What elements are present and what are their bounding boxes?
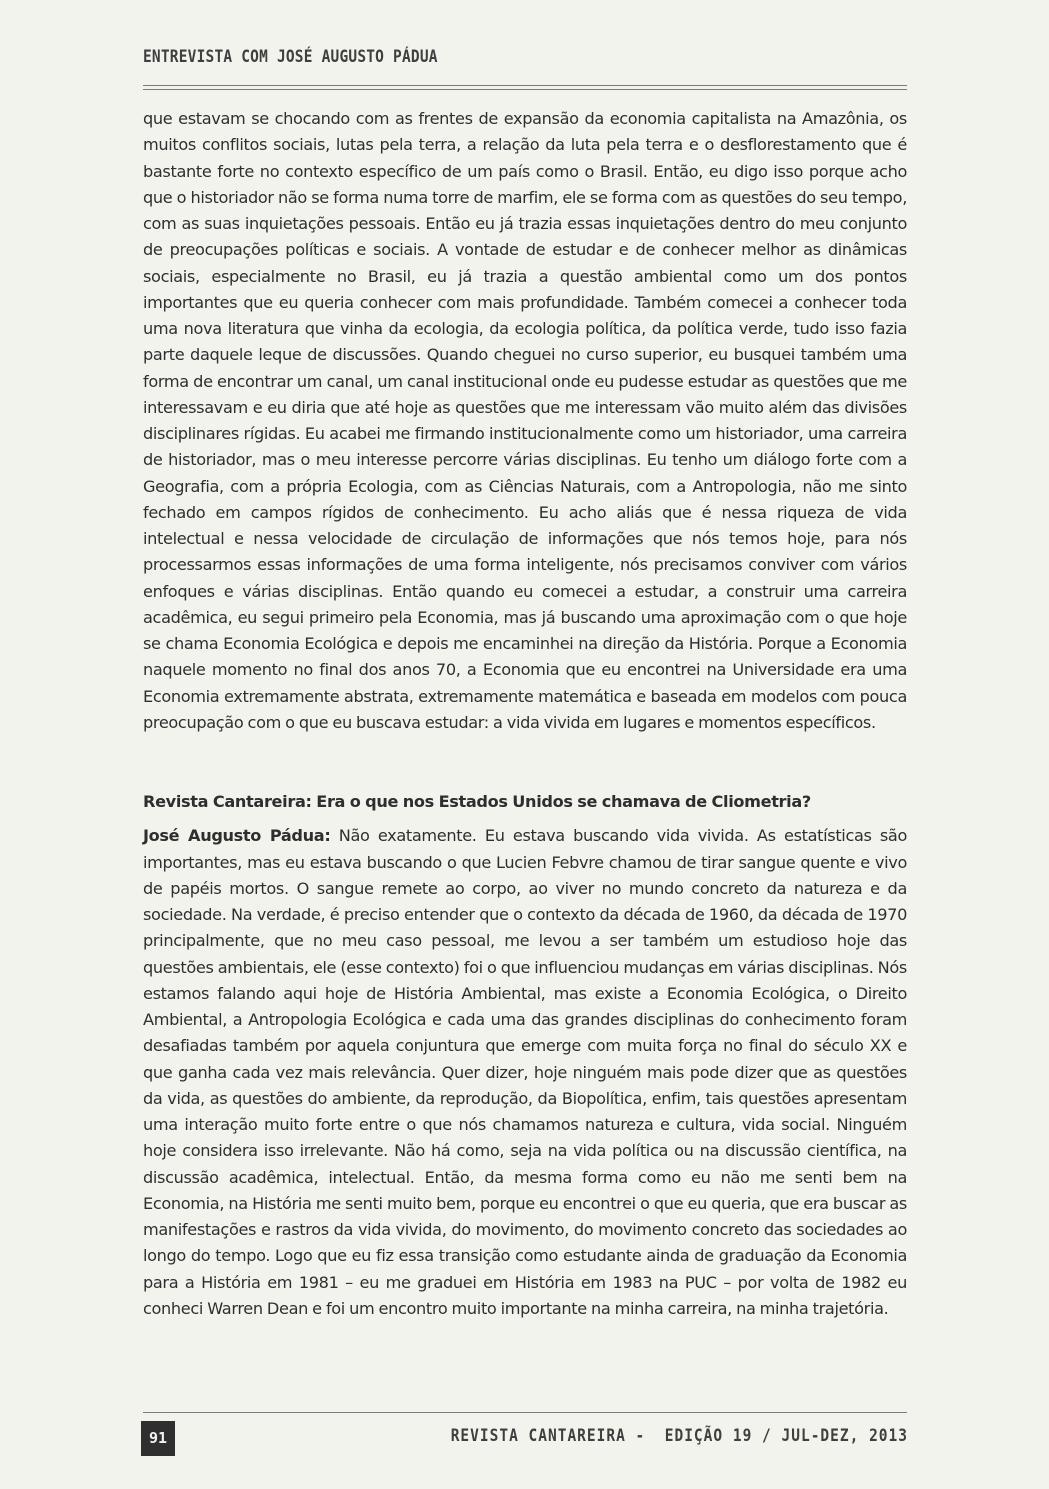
article-body: [143, 106, 907, 1322]
header-rule-bottom: [143, 89, 907, 90]
interview-answer: [143, 823, 907, 1322]
paragraph-answer-continued: que estavam se chocando com as frentes de expansão da economia capitalista na Amazônia, os muitos conflitos sociais, lutas pela terra, a relação da luta pela terra e o desflorestamento que é bastante forte no contexto específico de um país como o Brasil. Então, eu digo isso porque acho que o historiador não se forma numa torre de marfim, ele se forma com as questões do seu tempo, com as suas inquietações pessoais. Então eu já trazia essas inquietações dentro do meu conjunto de preocupações políticas e sociais. A vontade de estudar e de conhecer melhor as dinâmicas sociais, especialmente no Brasil, eu já trazia a questão ambiental como um dos pontos importantes que eu queria conhecer com mais profundidade. Também comecei a conhecer toda uma nova literatura que vinha da ecologia, da ecologia política, da política verde, tudo isso fazia parte daquele leque de discussões. Quando cheguei no curso superior, eu busquei também uma forma de encontrar um canal, um canal institucional onde eu pudesse estudar as questões que me interessavam e eu diria que até hoje as questões que me interessam vão muito além das divisões disciplinares rígidas. Eu acabei me firmando institucionalmente como um historiador, uma carreira de historiador, mas o meu interesse percorre várias disciplinas. Eu tenho um diálogo forte com a Geografia, com a própria Ecologia, com as Ciências Naturais, com a Antropologia, não me sinto fechado em campos rígidos de conhecimento. Eu acho aliás que é nessa riqueza de vida intelectual e nessa velocidade de circulação de informações que nós temos hoje, para nós processarmos essas informações de uma forma inteligente, nós precisamos conviver com vários enfoques e várias disciplinas. Então quando eu comecei a estudar, a construir uma carreira acadêmica, eu segui primeiro pela Economia, mas já buscando uma aproximação com o que hoje se chama Economia Ecológica e depois me encaminhei na direção da História. Porque a Economia naquele momento no final dos anos 70, a Economia que eu encontrei na Universidade era uma Economia extremamente abstrata, extremamente matemática e baseada em modelos com pouca preocupação com o que eu buscava estudar: a vida vivida em lugares e momentos específicos.: [143, 109, 907, 732]
journal-issue-info: REVISTA CANTAREIRA - EDIÇÃO 19 / JUL-DEZ, 2013: [450, 1427, 908, 1446]
running-header-title: ENTREVISTA COM JOSÉ AUGUSTO PÁDUA: [143, 48, 438, 67]
footer-rule: [143, 1412, 907, 1413]
answer-speaker-label: José Augusto Pádua:: [143, 826, 331, 846]
answer-text: Não exatamente. Eu estava buscando vida vivida. As estatísticas são importantes, mas eu estava buscando o que Lucien Febvre chamou de tirar sangue quente e vivo de papéis mortos. O sangue remete ao corpo, ao viver no mundo concreto da natureza e da sociedade. Na verdade, é preciso entender que o contexto da década de 1960, da década de 1970 principalmente, que no meu caso pessoal, me levou a ser também um estudioso hoje das questões ambientais, ele (esse contexto) foi o que influenciou mudanças em várias disciplinas. Nós estamos falando aqui hoje de História Ambiental, mas existe a Economia Ecológica, o Direito Ambiental, a Antropologia Ecológica e cada uma das grandes disciplinas do conhecimento foram desafiadas também por aquela conjuntura que emerge com muita força no final do século XX e que ganha cada vez mais relevância. Quer dizer, hoje ninguém mais pode dizer que as questões da vida, as questões do ambiente, da reprodução, da Biopolítica, enfim, tais questões apresentam uma interação muito forte entre o que nós chamamos natureza e cultura, vida social. Ninguém hoje considera isso irrelevante. Não há como, seja na vida política ou na discussão científica, na discussão acadêmica, intelectual. Então, da mesma forma como eu não me senti bem na Economia, na História me senti muito bem, porque eu encontrei o que eu queria, que era buscar as manifestações e rastros da vida vivida, do movimento, do movimento concreto das sociedades ao longo do tempo. Logo que eu fiz essa transição como estudante ainda de graduação da Economia para a História em 1981 – eu me graduei em História em 1983 na PUC – por volta de 1982 eu conheci Warren Dean e foi um encontro muito importante na minha carreira, na minha trajetória.: [143, 826, 908, 1318]
interview-question: Revista Cantareira: Era o que nos Estados Unidos se chamava de Cliometria?: [143, 792, 811, 811]
header-rule-top: [143, 85, 907, 86]
page-number-badge: 91: [141, 1421, 175, 1456]
